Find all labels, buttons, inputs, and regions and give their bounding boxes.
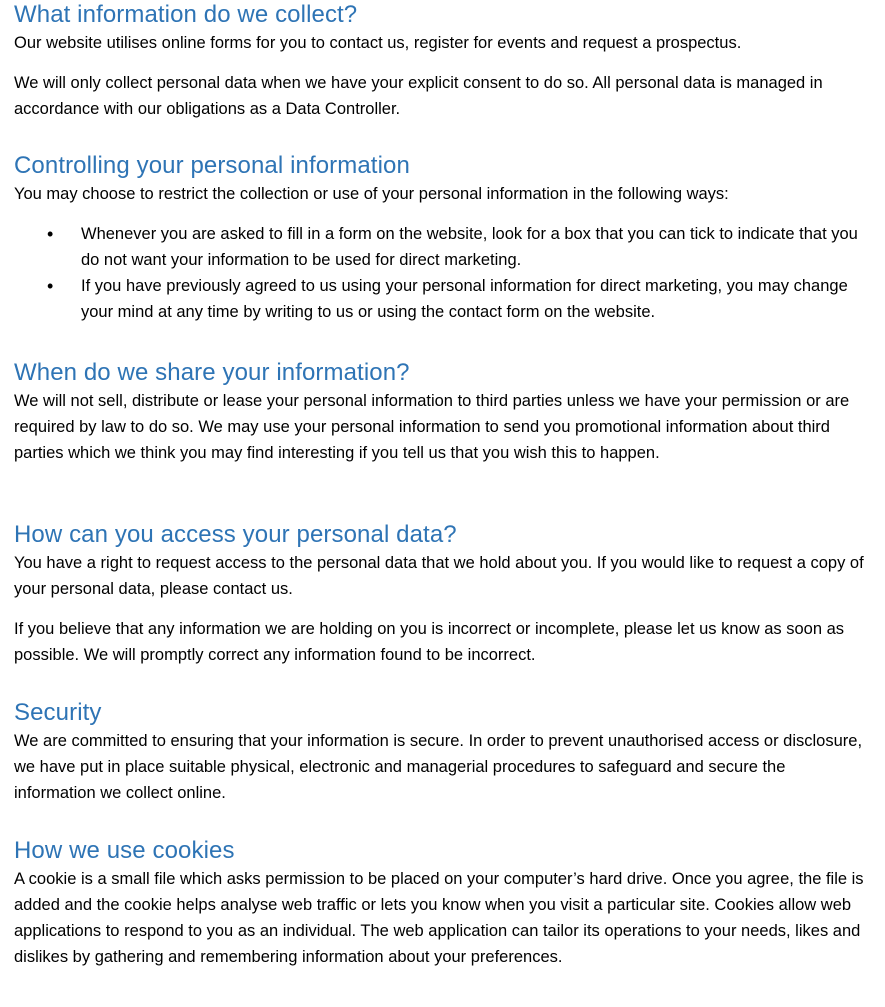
section-security	[14, 698, 871, 806]
heading-what-information-collect: What information do we collect?	[14, 1, 358, 28]
section-cookies	[14, 836, 871, 970]
collect-paragraph-1: Our website utilises online forms for you to contact us, register for events and request a prospectus.	[14, 34, 742, 52]
cookies-paragraph-1: A cookie is a small file which asks permission to be placed on your computer’s hard drive. Once you agree, the file is added and the cookie helps analyse web traffic or lets you know when you visit a particular site. Cookies allow web applications to respond to you as an individual. The web application can tailor its operations to your needs, likes and dislikes by gathering and remembering information about your preferences.	[14, 870, 864, 966]
bullet-icon: •	[47, 276, 54, 296]
heading-how-we-use-cookies: How we use cookies	[14, 837, 235, 864]
heading-access-personal-data: How can you access your personal data?	[14, 521, 457, 548]
bullet-text: Whenever you are asked to fill in a form on the website, look for a box that you can tick to indicate that you do not want your information to be used for direct marketing.	[81, 225, 858, 269]
share-paragraph-1: We will not sell, distribute or lease your personal information to third parties unless we have your permission or are required by law to do so. We may use your personal information to send you promotional information about third parties which we think you may find interesting if you tell us that you wish this to happen.	[14, 392, 850, 462]
controlling-bullet-list	[14, 221, 871, 325]
section-controlling	[14, 151, 871, 325]
section-share	[14, 358, 871, 466]
access-paragraph-2: If you believe that any information we are holding on you is incorrect or incomplete, please let us know as soon as possible. We will promptly correct any information found to be incorrect.	[14, 620, 845, 664]
bullet-icon: •	[47, 224, 54, 244]
bullet-text: If you have previously agreed to us using your personal information for direct marketing, you may change your mind at any time by writing to us or using the contact form on the website.	[81, 277, 848, 321]
security-paragraph-1: We are committed to ensuring that your information is secure. In order to prevent unauthorised access or disclosure, we have put in place suitable physical, electronic and managerial procedures to safeguard and secure the information we collect online.	[14, 732, 863, 802]
heading-controlling-personal-information: Controlling your personal information	[14, 152, 410, 179]
list-item	[14, 273, 871, 325]
heading-when-share-information: When do we share your information?	[14, 359, 410, 386]
list-item	[14, 221, 871, 273]
heading-security: Security	[14, 699, 102, 726]
section-collect	[14, 0, 871, 122]
access-paragraph-1: You have a right to request access to the personal data that we hold about you. If you would like to request a copy of your personal data, please contact us.	[14, 554, 864, 598]
controlling-paragraph-1: You may choose to restrict the collection or use of your personal information in the following ways:	[14, 185, 729, 203]
collect-paragraph-2: We will only collect personal data when we have your explicit consent to do so. All personal data is managed in accordance with our obligations as a Data Controller.	[14, 74, 823, 118]
section-access	[14, 520, 871, 668]
